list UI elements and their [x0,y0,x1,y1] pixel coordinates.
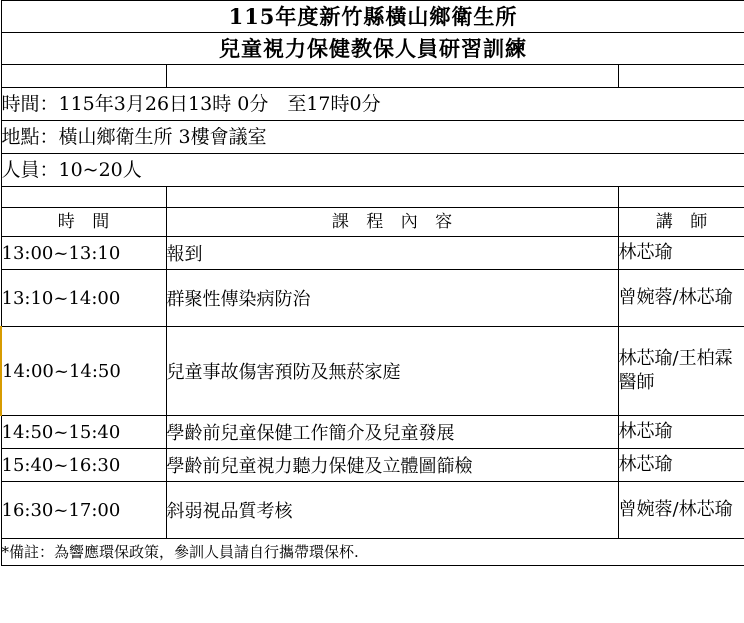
info-time: 時間：115年3月26日13時 0分 至17時0分 [1,88,744,121]
table-row [1,237,744,270]
row-course: 群聚性傳染病防治 [166,270,618,327]
info-place: 地點：橫山鄉衛生所 3樓會議室 [1,121,744,154]
header-course: 課 程 內 容 [166,208,618,237]
row-course: 學齡前兒童保健工作簡介及兒童發展 [166,416,618,449]
header-lecturer: 講 師 [618,208,744,237]
row-course: 學齡前兒童視力聽力保健及立體圖篩檢 [166,449,618,482]
info-row-place [1,121,744,154]
table-row [1,327,744,416]
note-row [1,539,744,566]
row-time: 14:50~15:40 [1,416,166,449]
row-time: 14:00~14:50 [1,327,166,416]
table-row [1,449,744,482]
row-lecturer: 曾婉蓉/林芯瑜 [618,482,744,539]
info-people: 人員：10~20人 [1,154,744,187]
info-row-time [1,88,744,121]
header-time: 時 間 [1,208,166,237]
spacer-cell-c [618,187,744,208]
row-lecturer: 林芯瑜 [618,416,744,449]
row-course: 報到 [166,237,618,270]
spacer-cell-b [166,187,618,208]
blank-cell-a [1,65,166,88]
document-title-line1: 115年度新竹縣橫山鄉衛生所 [1,1,744,33]
row-lecturer: 林芯瑜 [618,449,744,482]
blank-cell-b [166,65,618,88]
footnote: *備註：為響應環保政策，參訓人員請自行攜帶環保杯. [1,539,744,566]
spacer-cell-a [1,187,166,208]
row-lecturer: 曾婉蓉/林芯瑜 [618,270,744,327]
table-row [1,416,744,449]
document-title-line2: 兒童視力保健教保人員研習訓練 [1,33,744,65]
blank-cell-c [618,65,744,88]
title-row-2 [1,33,744,65]
spacer-row [1,187,744,208]
row-course: 斜弱視品質考核 [166,482,618,539]
row-time: 16:30~17:00 [1,482,166,539]
row-time: 13:00~13:10 [1,237,166,270]
title-row-1 [1,1,744,33]
blank-row [1,65,744,88]
table-header-row [1,208,744,237]
table-row [1,270,744,327]
row-time: 15:40~16:30 [1,449,166,482]
table-row [1,482,744,539]
row-lecturer: 林芯瑜/王柏霖醫師 [618,327,744,416]
row-course: 兒童事故傷害預防及無菸家庭 [166,327,618,416]
row-lecturer: 林芯瑜 [618,237,744,270]
info-row-people [1,154,744,187]
row-time: 13:10~14:00 [1,270,166,327]
